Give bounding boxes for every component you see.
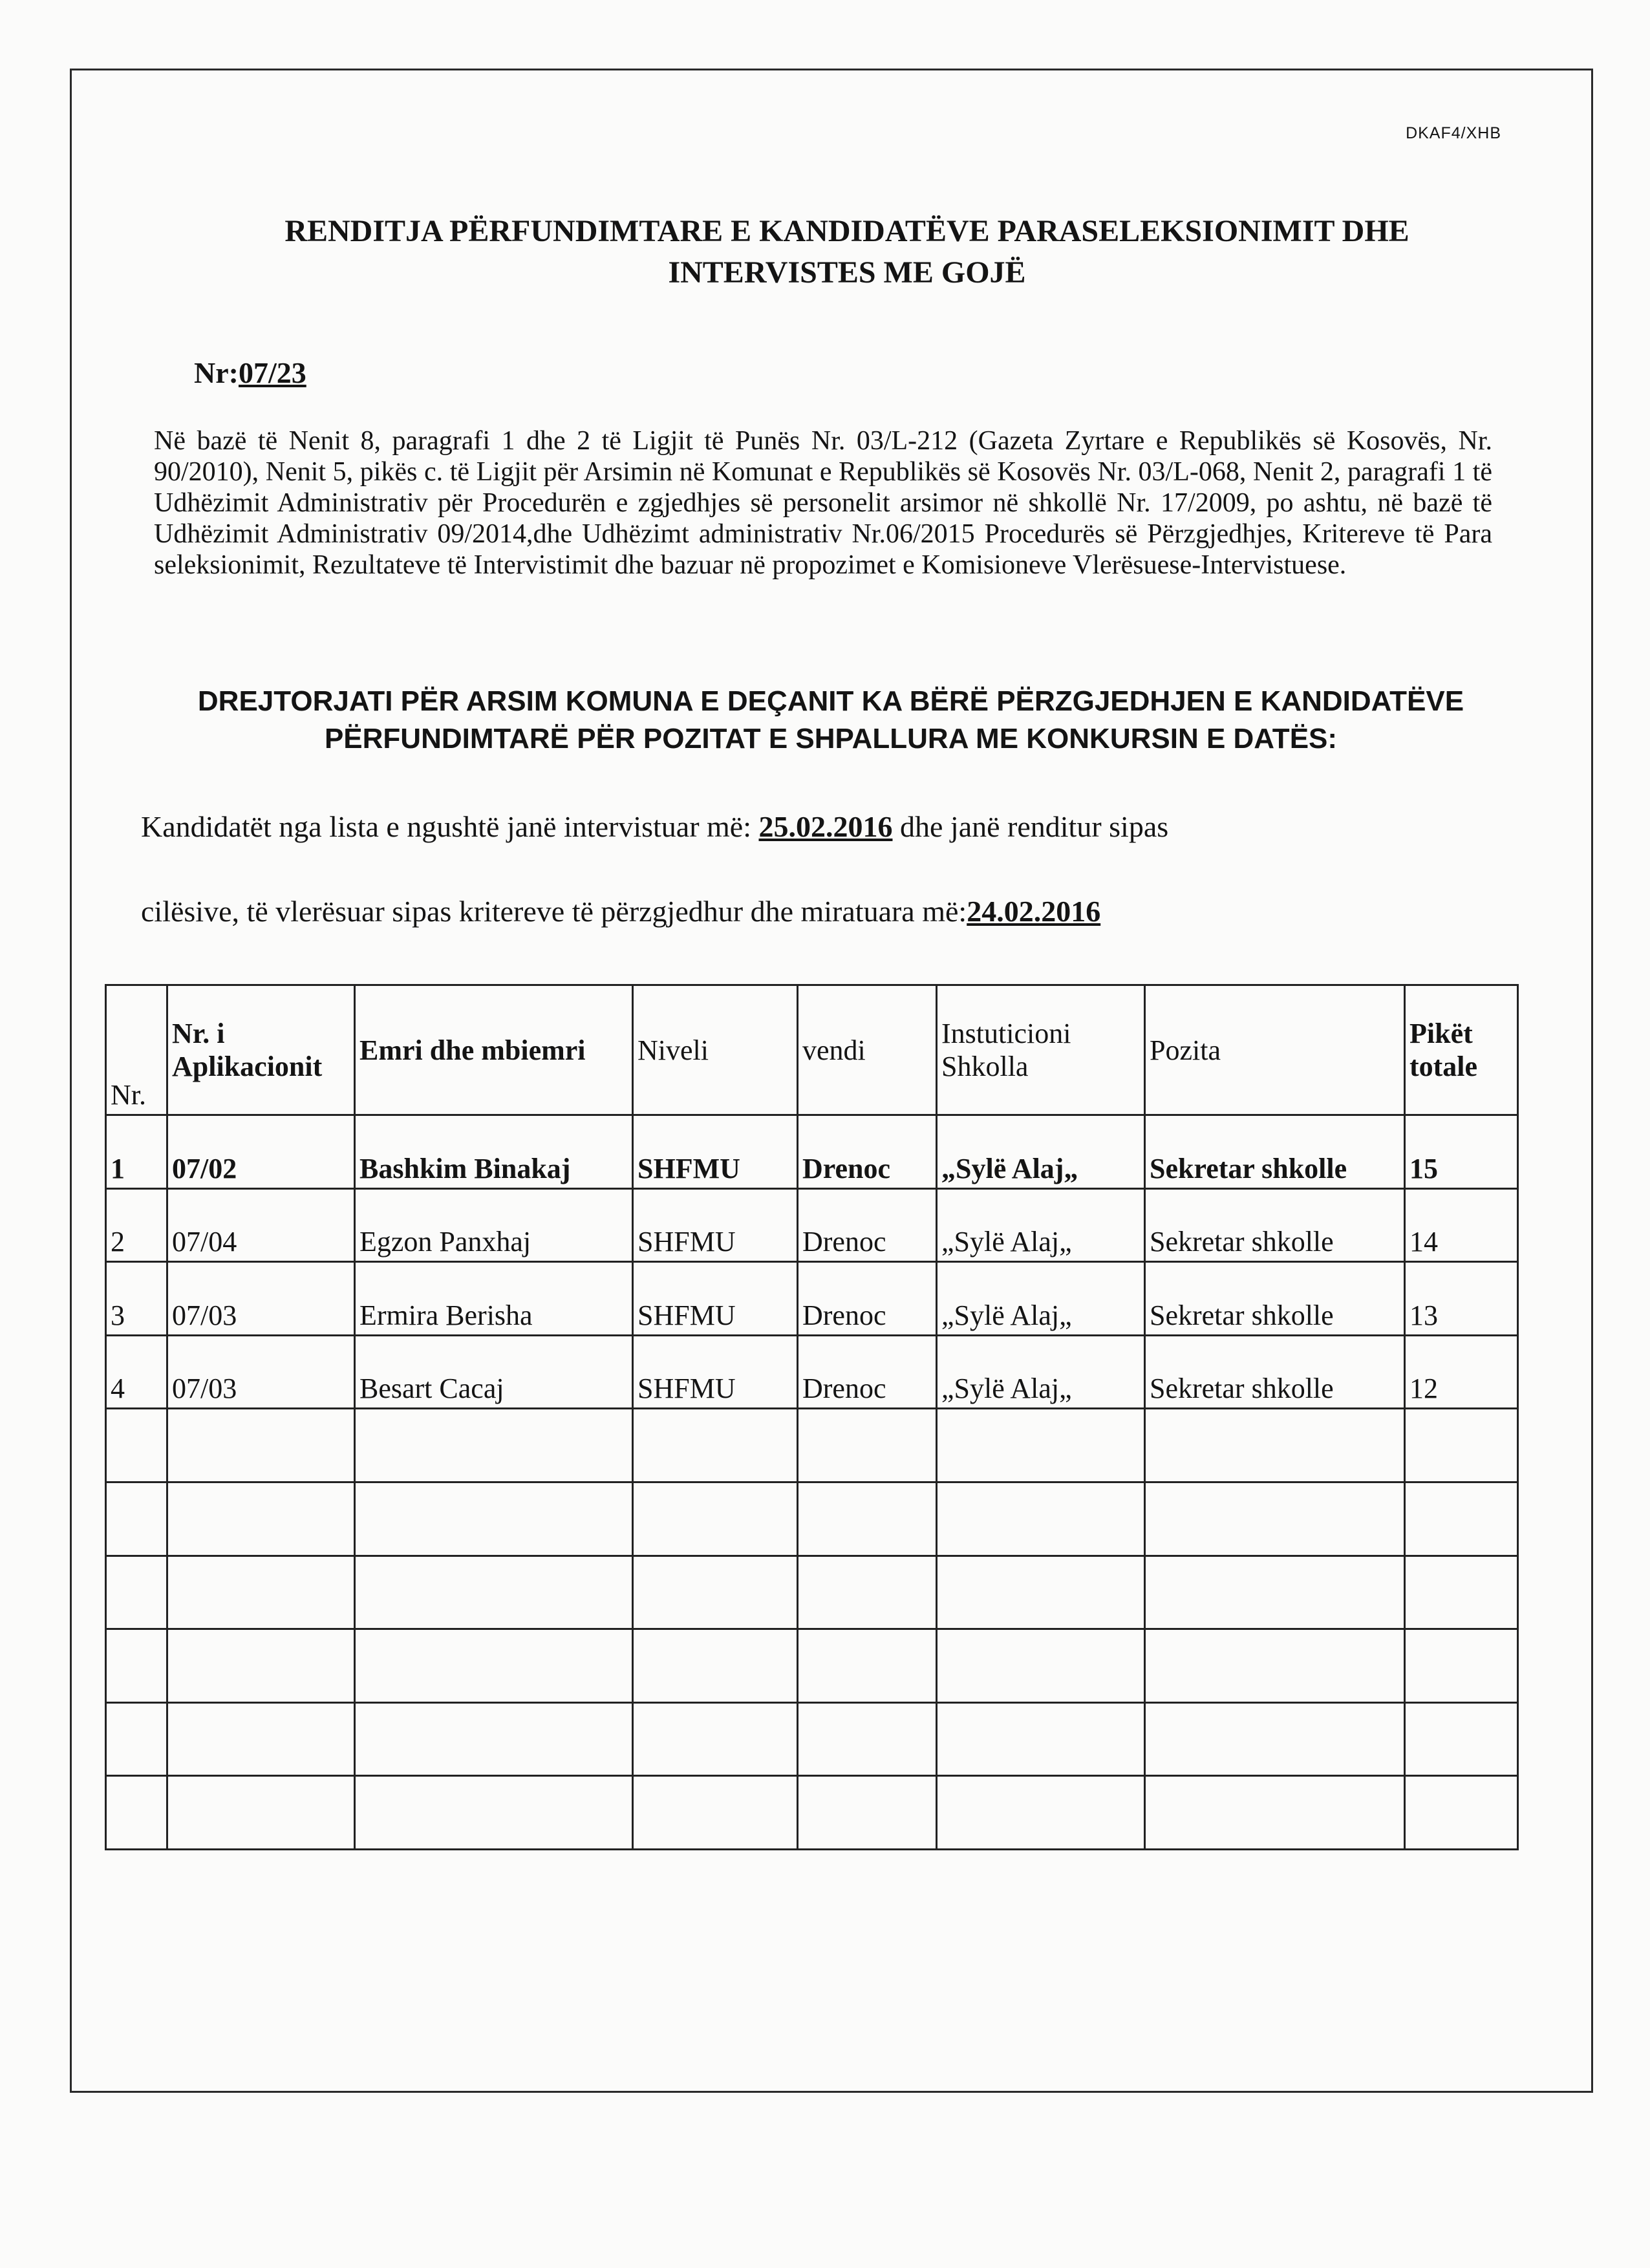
header-name: Emri dhe mbiemri (355, 985, 633, 1115)
table-row: 1 07/02 Bashkim Binakaj SHFMU Drenoc „Sylë Alaj„ Sekretar shkolle 15 (106, 1115, 1518, 1189)
empty-table-row (106, 1629, 1518, 1703)
empty-table-row (106, 1702, 1518, 1776)
number-value: 07/23 (238, 356, 306, 389)
header-institution: Instuticioni Shkolla (937, 985, 1145, 1115)
document-number (194, 356, 306, 390)
empty-table-row (106, 1776, 1518, 1850)
header-position: Pozita (1145, 985, 1405, 1115)
document-reference: DKAF4/XHB (1406, 124, 1501, 142)
interview-date-line: Kandidatët nga lista e ngushtë janë intervistuar më: 25.02.2016 dhe janë renditur sipas (141, 810, 1169, 843)
header-level: Niveli (633, 985, 798, 1115)
interview-date: 25.02.2016 (758, 810, 893, 843)
ranking-table (105, 984, 1519, 1850)
empty-table-row (106, 1556, 1518, 1629)
legal-basis-paragraph: Në bazë të Nenit 8, paragrafi 1 dhe 2 të Ligjit të Punës Nr. 03/L-212 (Gazeta Zyrtare e Republikës së Kosovës, Nr. 90/2010), Nenit 5, pikës c. të Ligjit për Arsimin në Komunat e Republikës së Kosovës Nr. 03/L-068, Nenit 2, paragrafi 1 të Udhëzimit Administrativ për Procedurën e zgjedhjes së personelit arsimor në shkollë Nr. 17/2009, po ashtu, në bazë të Udhëzimit Administrativ 09/2014,dhe Udhëzimt administrativ Nr.06/2015 Procedurës së Përzgjedhjes, Kritereve të Para seleksionimit, Rezultateve të Intervistimit dhe bazuar në propozimet e Komisioneve Vlerësuese-Intervistuese. (154, 426, 1492, 580)
empty-table-row (106, 1482, 1518, 1556)
empty-table-row (106, 1409, 1518, 1482)
number-label: Nr: (194, 356, 239, 389)
title-line-2: INTERVISTES ME GOJË (668, 255, 1026, 290)
table-header-row (106, 985, 1518, 1115)
table-row: 2 07/04 Egzon Panxhaj SHFMU Drenoc „Sylë Alaj„ Sekretar shkolle 14 (106, 1188, 1518, 1262)
title-line-1: RENDITJA PËRFUNDIMTARE E KANDIDATËVE PARASELEKSIONIMIT DHE (284, 214, 1409, 248)
header-points: Pikët totale (1405, 985, 1518, 1115)
table-row: 4 07/03 Besart Cacaj SHFMU Drenoc „Sylë Alaj„ Sekretar shkolle 12 (106, 1335, 1518, 1409)
header-application: Nr. i Aplikacionit (167, 985, 355, 1115)
header-nr: Nr. (106, 985, 167, 1115)
subtitle-line-1: DREJTORJATI PËR ARSIM KOMUNA E DEÇANIT KA BËRË PËRZGJEDHJEN E KANDIDATËVE (197, 685, 1464, 717)
table-row: 3 07/03 Ermira Berisha SHFMU Drenoc „Sylë Alaj„ Sekretar shkolle 13 (106, 1262, 1518, 1336)
rating-date: 24.02.2016 (967, 895, 1101, 928)
document-title (233, 211, 1461, 294)
subtitle-line-2: PËRFUNDIMTARË PËR POZITAT E SHPALLURA ME KONKURSIN E DATËS: (324, 723, 1338, 754)
rating-date-line: cilësive, të vlerësuar sipas kritereve të përzgjedhur dhe miratuara më:24.02.2016 (141, 895, 1101, 928)
directorate-statement (168, 683, 1494, 758)
header-place: vendi (798, 985, 937, 1115)
